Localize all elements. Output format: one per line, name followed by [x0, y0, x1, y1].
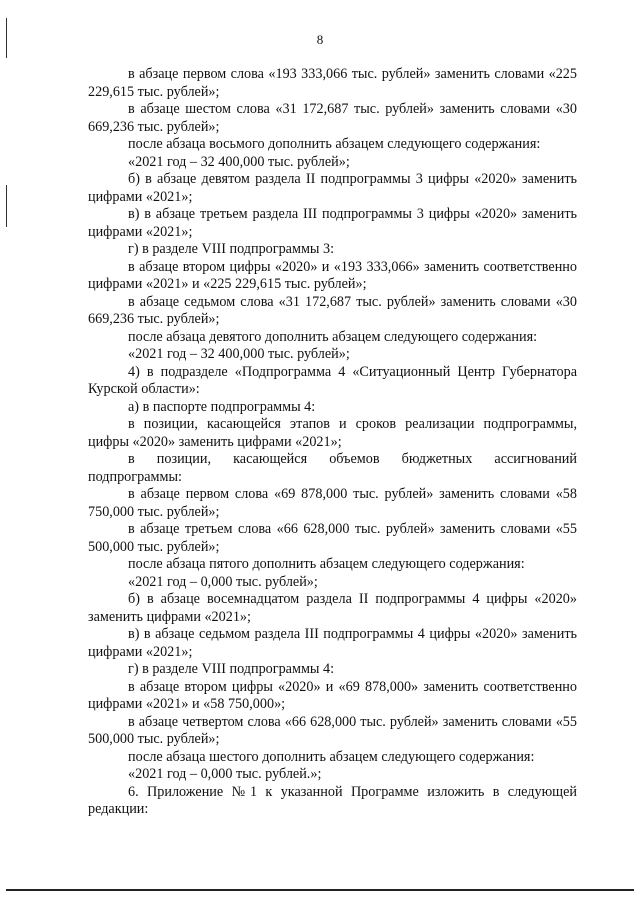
paragraph: в абзаце первом слова «69 878,000 тыс. рублей» заменить словами «58 750,000 тыс. рублей»; [88, 486, 577, 520]
paragraph: а) в паспорте подпрограммы 4: [128, 398, 316, 415]
paragraph: в абзаце третьем слова «66 628,000 тыс. рублей» заменить словами «55 500,000 тыс. рублей»; [88, 521, 577, 555]
paragraph: в абзаце шестом слова «31 172,687 тыс. рублей» заменить словами «30 669,236 тыс. рублей»; [88, 101, 577, 135]
page-number: 8 [316, 32, 324, 47]
paragraph: в) в абзаце седьмом раздела III подпрограммы 4 цифры «2020» заменить цифрами «2021»; [88, 626, 577, 660]
paragraph: после абзаца девятого дополнить абзацем следующего содержания: [128, 328, 538, 345]
paragraph: 4) в подразделе «Подпрограмма 4 «Ситуационный Центр Губернатора Курской области»: [88, 363, 577, 397]
paragraph: после абзаца пятого дополнить абзацем следующего содержания: [128, 556, 525, 572]
paragraph: в позиции, касающейся этапов и сроков реализации подпрограммы, цифры «2020» заменить цифрами «2021»; [88, 416, 577, 450]
margin-binding-mark [6, 185, 7, 227]
bottom-rule [6, 889, 634, 891]
paragraph: 6. Приложение №1 к указанной Программе изложить в следующей редакции: [88, 783, 577, 817]
paragraph: в абзаце седьмом слова «31 172,687 тыс. рублей» заменить словами «30 669,236 тыс. рублей»; [88, 293, 577, 327]
paragraph: после абзаца шестого дополнить абзацем следующего содержания: [128, 748, 535, 765]
paragraph: в) в абзаце третьем раздела III подпрограммы 3 цифры «2020» заменить цифрами «2021»; [88, 206, 577, 240]
paragraph: г) в разделе VIII подпрограммы 3: [128, 241, 335, 257]
paragraph: «2021 год – 0,000 тыс. рублей.»; [128, 766, 322, 782]
paragraph: в абзаце четвертом слова «66 628,000 тыс. рублей» заменить словами «55 500,000 тыс. рублей»; [88, 713, 577, 747]
paragraph: в абзаце втором цифры «2020» и «193 333,066» заменить соответственно цифрами «2021» и «225 229,615 тыс. рублей»; [88, 258, 577, 292]
paragraph: «2021 год – 32 400,000 тыс. рублей»; [128, 346, 350, 362]
document-body [88, 66, 577, 819]
paragraph: «2021 год – 0,000 тыс. рублей»; [128, 573, 318, 590]
paragraph: в абзаце первом слова «193 333,066 тыс. рублей» заменить словами «225 229,615 тыс. рублей»; [88, 66, 577, 100]
paragraph: в позиции, касающейся объемов бюджетных ассигнований подпрограммы: [88, 451, 577, 485]
paragraph: в абзаце втором цифры «2020» и «69 878,000» заменить соответственно цифрами «2021» и «58 750,000»; [88, 678, 577, 712]
paragraph: б) в абзаце девятом раздела II подпрограммы 3 цифры «2020» заменить цифрами «2021»; [88, 171, 577, 205]
paragraph: б) в абзаце восемнадцатом раздела II подпрограммы 4 цифры «2020» заменить цифрами «2021»; [88, 591, 577, 625]
paragraph: г) в разделе VIII подпрограммы 4: [128, 661, 335, 677]
paragraph: «2021 год – 32 400,000 тыс. рублей»; [128, 153, 350, 170]
paragraph: после абзаца восьмого дополнить абзацем следующего содержания: [128, 136, 541, 152]
